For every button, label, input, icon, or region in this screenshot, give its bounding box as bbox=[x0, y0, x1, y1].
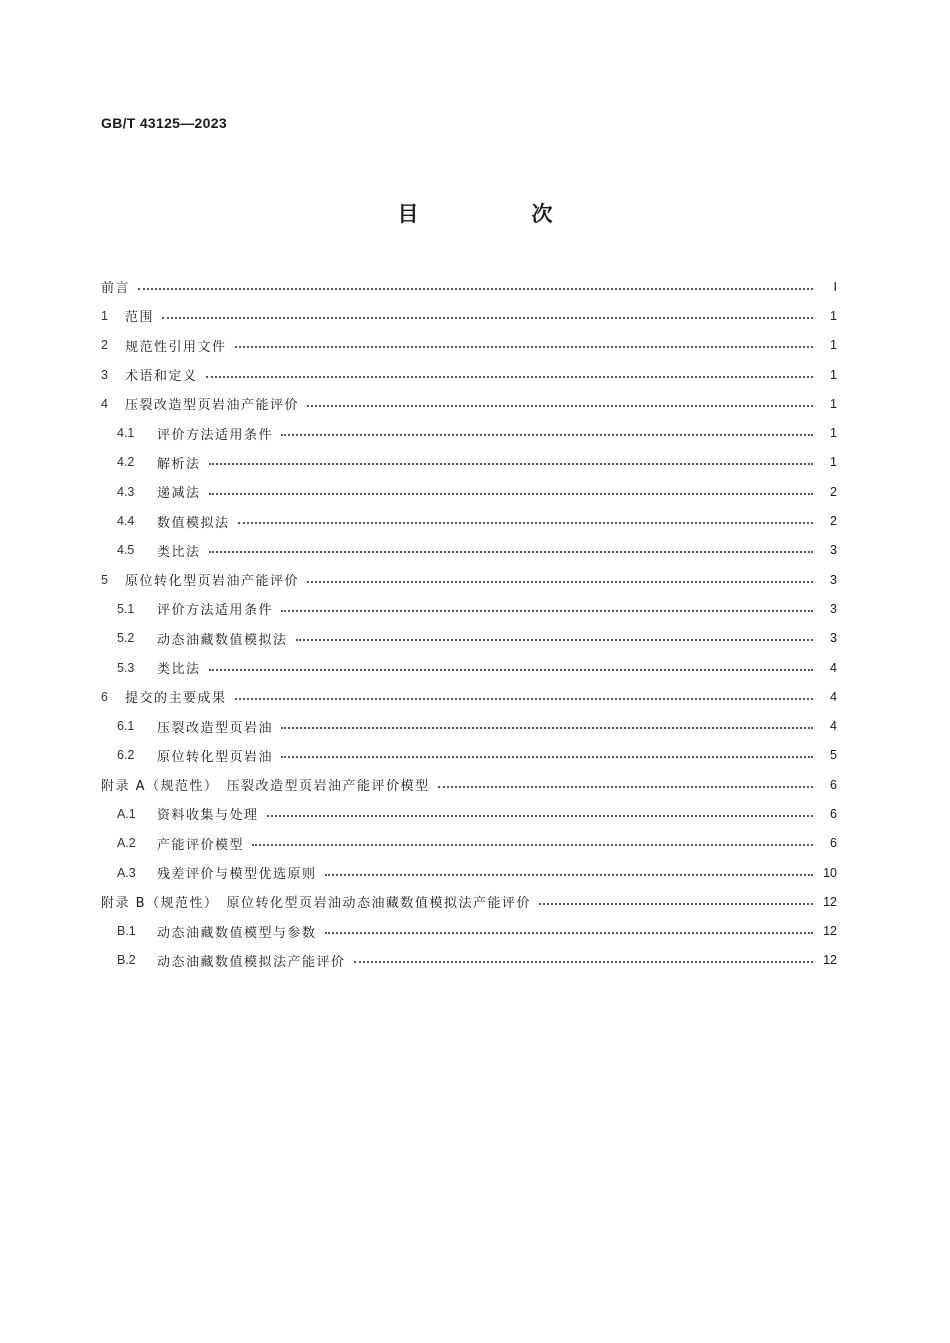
toc-entry-page-number: 4 bbox=[830, 719, 837, 734]
dot-leader bbox=[438, 786, 813, 788]
toc-entry-page-number: 4 bbox=[830, 689, 837, 704]
dot-leader bbox=[162, 317, 813, 319]
toc-entry-label: 压裂改造型页岩油产能评价 bbox=[125, 398, 300, 414]
dot-leader bbox=[281, 756, 813, 758]
toc-entry-page-number: 3 bbox=[830, 631, 837, 646]
toc-entry[interactable] bbox=[101, 506, 837, 535]
toc-entry-number: 5 bbox=[101, 572, 108, 587]
toc-entry-number: 5.2 bbox=[117, 631, 135, 646]
toc-entry-label: 术语和定义 bbox=[125, 369, 198, 385]
toc-entry[interactable] bbox=[101, 448, 837, 477]
toc-entry[interactable] bbox=[101, 741, 837, 770]
toc-entry-page-number: 1 bbox=[830, 338, 837, 353]
toc-entry-page-number: 4 bbox=[830, 660, 837, 675]
toc-entry[interactable] bbox=[101, 594, 837, 623]
dot-leader bbox=[209, 551, 813, 553]
dot-leader bbox=[307, 581, 813, 583]
toc-entry-label: 解析法 bbox=[157, 456, 201, 472]
dot-leader bbox=[267, 815, 813, 817]
toc-entry-page-number: 12 bbox=[823, 924, 837, 939]
toc-entry[interactable] bbox=[101, 946, 837, 975]
toc-entry[interactable] bbox=[101, 418, 837, 447]
toc-entry-page-number: 6 bbox=[830, 777, 837, 792]
toc-entry[interactable] bbox=[101, 770, 837, 799]
toc-entry[interactable] bbox=[101, 887, 837, 916]
toc-entry-number: 3 bbox=[101, 367, 108, 382]
toc-entry-page-number: 1 bbox=[830, 455, 837, 470]
dot-leader bbox=[206, 376, 813, 378]
toc-entry-number: 4.2 bbox=[117, 455, 135, 470]
toc-entry-number: 4 bbox=[101, 396, 108, 411]
toc-entry[interactable] bbox=[101, 682, 837, 711]
toc-entry-number: 4.5 bbox=[117, 543, 135, 558]
dot-leader bbox=[138, 288, 813, 290]
toc-entry-label: 附录 A（规范性） 压裂改造型页岩油产能评价模型 bbox=[101, 779, 430, 795]
table-of-contents bbox=[101, 272, 837, 975]
toc-entry-page-number: 12 bbox=[823, 953, 837, 968]
toc-entry-number: 6 bbox=[101, 689, 108, 704]
dot-leader bbox=[354, 961, 813, 963]
toc-entry-label: 前言 bbox=[101, 281, 131, 297]
dot-leader bbox=[238, 522, 813, 524]
toc-entry-label: 动态油藏数值模型与参数 bbox=[157, 925, 317, 941]
toc-entry-number: 4.3 bbox=[117, 484, 135, 499]
toc-entry-label: 产能评价模型 bbox=[157, 837, 245, 853]
toc-entry-label: 数值模拟法 bbox=[157, 515, 230, 531]
toc-entry[interactable] bbox=[101, 917, 837, 946]
toc-entry-page-number: 12 bbox=[823, 894, 837, 909]
toc-entry[interactable] bbox=[101, 536, 837, 565]
dot-leader bbox=[281, 610, 813, 612]
toc-entry-page-number: 3 bbox=[830, 543, 837, 558]
toc-entry-label: 动态油藏数值模拟法产能评价 bbox=[157, 954, 346, 970]
toc-entry-page-number: 6 bbox=[830, 836, 837, 851]
toc-entry-label: 评价方法适用条件 bbox=[157, 427, 274, 443]
toc-entry[interactable] bbox=[101, 799, 837, 828]
toc-entry-page-number: Ⅰ bbox=[833, 280, 837, 295]
toc-entry-number: B.1 bbox=[117, 924, 136, 939]
toc-entry-label: 提交的主要成果 bbox=[125, 691, 227, 707]
toc-entry-label: 资料收集与处理 bbox=[157, 808, 259, 824]
toc-entry-page-number: 1 bbox=[830, 426, 837, 441]
toc-entry-label: 压裂改造型页岩油 bbox=[157, 720, 274, 736]
toc-entry-page-number: 2 bbox=[830, 484, 837, 499]
toc-entry-label: 规范性引用文件 bbox=[125, 339, 227, 355]
toc-entry-number: 4.1 bbox=[117, 426, 135, 441]
toc-entry-page-number: 2 bbox=[830, 514, 837, 529]
toc-entry-label: 残差评价与模型优选原则 bbox=[157, 867, 317, 883]
toc-entry-page-number: 3 bbox=[830, 572, 837, 587]
toc-entry-number: 6.2 bbox=[117, 748, 135, 763]
toc-entry-number: A.1 bbox=[117, 806, 136, 821]
toc-entry[interactable] bbox=[101, 829, 837, 858]
toc-entry-label: 范围 bbox=[125, 310, 155, 326]
toc-entry[interactable] bbox=[101, 858, 837, 887]
dot-leader bbox=[281, 434, 813, 436]
dot-leader bbox=[325, 874, 813, 876]
toc-entry-label: 递减法 bbox=[157, 486, 201, 502]
toc-entry-page-number: 1 bbox=[830, 396, 837, 411]
toc-entry-page-number: 1 bbox=[830, 308, 837, 323]
toc-entry-number: 2 bbox=[101, 338, 108, 353]
toc-entry-number: 1 bbox=[101, 308, 108, 323]
toc-entry-label: 原位转化型页岩油 bbox=[157, 749, 274, 765]
toc-entry-number: B.2 bbox=[117, 953, 136, 968]
toc-entry[interactable] bbox=[101, 331, 837, 360]
dot-leader bbox=[539, 903, 813, 905]
dot-leader bbox=[281, 727, 813, 729]
toc-entry[interactable] bbox=[101, 272, 837, 301]
toc-entry[interactable] bbox=[101, 360, 837, 389]
dot-leader bbox=[209, 463, 813, 465]
toc-entry[interactable] bbox=[101, 301, 837, 330]
toc-entry-page-number: 3 bbox=[830, 601, 837, 616]
toc-entry-number: A.3 bbox=[117, 865, 136, 880]
toc-entry-label: 类比法 bbox=[157, 544, 201, 560]
toc-entry-number: 5.1 bbox=[117, 601, 135, 616]
dot-leader bbox=[325, 932, 813, 934]
toc-entry[interactable] bbox=[101, 653, 837, 682]
dot-leader bbox=[307, 405, 813, 407]
toc-entry-page-number: 1 bbox=[830, 367, 837, 382]
dot-leader bbox=[209, 669, 813, 671]
toc-entry[interactable] bbox=[101, 624, 837, 653]
toc-entry-number: 4.4 bbox=[117, 514, 135, 529]
toc-entry-number: 6.1 bbox=[117, 719, 135, 734]
dot-leader bbox=[235, 346, 813, 348]
toc-entry-page-number: 10 bbox=[823, 865, 837, 880]
page-title: 目 次 bbox=[397, 202, 599, 226]
toc-entry[interactable] bbox=[101, 389, 837, 418]
dot-leader bbox=[209, 493, 813, 495]
toc-entry-label: 类比法 bbox=[157, 662, 201, 677]
dot-leader bbox=[252, 844, 813, 846]
toc-entry[interactable] bbox=[101, 477, 837, 506]
toc-entry-page-number: 6 bbox=[830, 806, 837, 821]
standard-code: GB/T 43125—2023 bbox=[101, 115, 227, 131]
toc-entry-page-number: 5 bbox=[830, 748, 837, 763]
dot-leader bbox=[235, 698, 813, 700]
toc-entry-label: 评价方法适用条件 bbox=[157, 603, 274, 619]
toc-entry[interactable] bbox=[101, 565, 837, 594]
toc-entry-label: 动态油藏数值模拟法 bbox=[157, 632, 288, 648]
toc-entry[interactable] bbox=[101, 711, 837, 740]
toc-entry-label: 原位转化型页岩油产能评价 bbox=[125, 574, 300, 590]
dot-leader bbox=[296, 639, 813, 641]
toc-entry-number: A.2 bbox=[117, 836, 136, 851]
toc-entry-label: 附录 B（规范性） 原位转化型页岩油动态油藏数值模拟法产能评价 bbox=[101, 896, 532, 912]
toc-entry-number: 5.3 bbox=[117, 660, 135, 675]
